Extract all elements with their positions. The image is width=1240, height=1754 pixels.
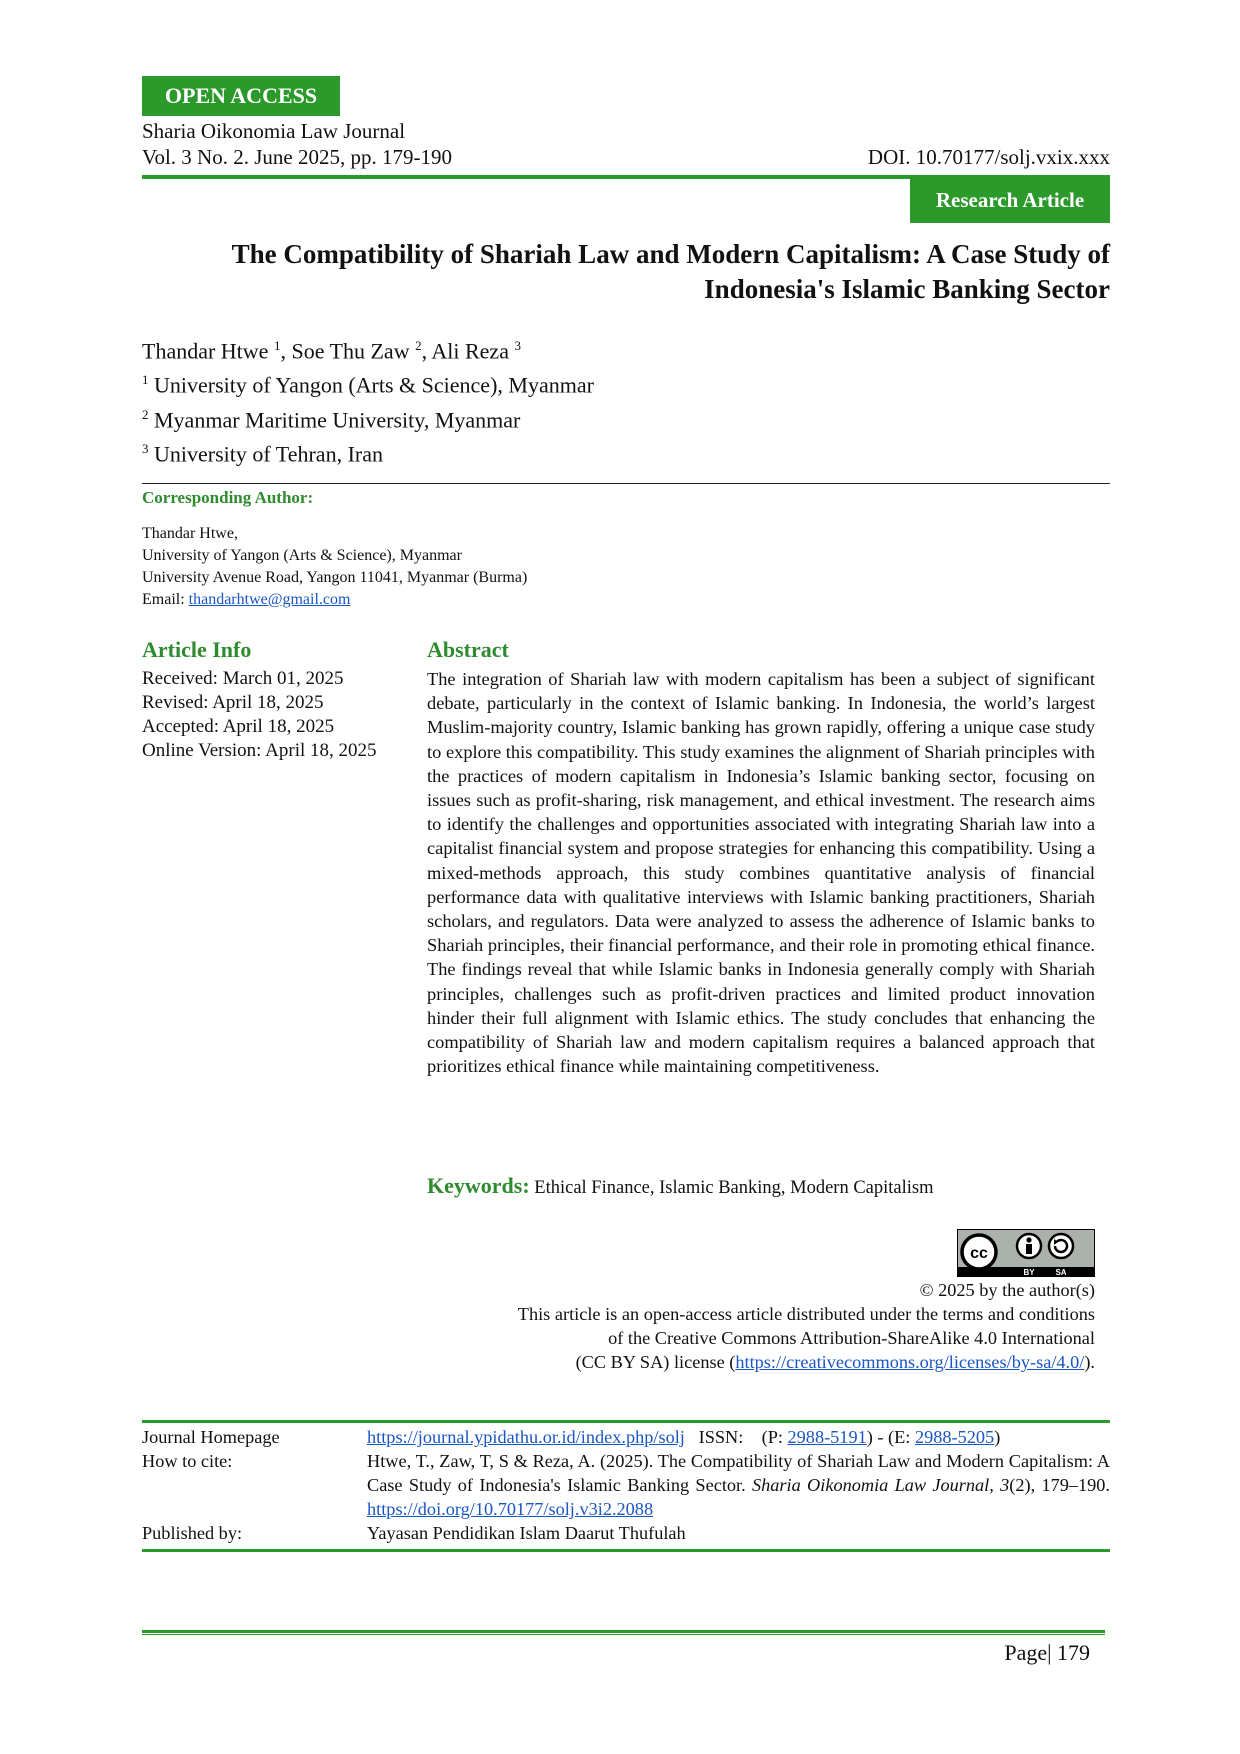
issn-end: ) (994, 1427, 1001, 1447)
corresponding-author-block (142, 523, 527, 611)
email-link[interactable]: thandarhtwe@gmail.com (188, 591, 351, 608)
homepage-label: Journal Homepage (142, 1427, 280, 1447)
corresponding-address: University Avenue Road, Yangon 11041, Myanmar (Burma) (142, 569, 528, 586)
online-date: Online Version: April 18, 2025 (142, 740, 377, 761)
title-line-2: Indonesia's Islamic Banking Sector (704, 274, 1110, 304)
affiliation-2-text: Myanmar Maritime University, Myanmar (148, 406, 521, 432)
author-3-sup: 3 (514, 338, 521, 353)
received-date: Received: March 01, 2025 (142, 668, 344, 689)
corresponding-name: Thandar Htwe, (142, 525, 238, 542)
author-2: , Soe Thu Zaw (280, 338, 416, 364)
corresponding-email-line (142, 589, 527, 611)
affiliation-2-sup: 2 (142, 406, 149, 422)
homepage-row (142, 1425, 1110, 1449)
section-divider (142, 483, 1110, 484)
affiliation-3-sup: 3 (142, 440, 149, 456)
issn-p-prefix: (P: (761, 1427, 788, 1447)
homepage-value (367, 1425, 1110, 1449)
publisher-value: Yayasan Pendidikan Islam Daarut Thufulah (367, 1523, 686, 1543)
issn-electronic-link[interactable]: 2988-5205 (914, 1427, 995, 1447)
license-line-3-pre: (CC BY SA) license ( (575, 1352, 736, 1372)
citation-issue: (2), 179–190. (1009, 1475, 1111, 1495)
keywords-label: Keywords: (427, 1173, 530, 1198)
publisher-label: Published by: (142, 1523, 243, 1543)
doi-header: DOI. 10.70177/solj.vxix.xxx (867, 145, 1110, 169)
citation-label: How to cite: (142, 1451, 233, 1471)
open-access-badge: OPEN ACCESS (142, 76, 340, 116)
page-footer-rule (142, 1630, 1105, 1633)
footer-info-table (142, 1425, 1110, 1545)
license-url-link[interactable]: https://creativecommons.org/licenses/by-sa/4.0/ (735, 1352, 1085, 1372)
page-number-value: 179 (1057, 1640, 1090, 1665)
abstract-text: The integration of Shariah law with modern capitalism has been a subject of significant debate, particularly in the context of Islamic banking. In Indonesia, the world’s largest Muslim-majority country, Islamic banking has grown rapidly, offering a unique case study to explore this compatibility. This study examines the alignment of Shariah principles with the practices of modern capitalism in Indonesia’s Islamic banking sector, focusing on issues such as profit-sharing, risk management, and ethical investment. The research aims to identify the challenges and opportunities associated with integrating Shariah law into a capitalist financial system and propose strategies for enhancing this compatibility. Using a mixed-methods approach, this study combines quantitative analysis of financial performance data with qualitative interviews with Islamic banking practitioners, Shariah scholars, and regulators. Data were analyzed to assess the adherence of Islamic banks to Shariah principles, their financial performance, and their role in promoting ethical finance. The findings reveal that while Islamic banks in Indonesia generally comply with Shariah principles, challenges such as profit-driven practices and limited product innovation hinder their full alignment with Islamic ethics. The study concludes that enhancing the compatibility of Shariah law and modern capitalism requires a balanced approach that prioritizes ethical finance while maintaining competitiveness. (427, 669, 1095, 1077)
volume-info: Vol. 3 No. 2. June 2025, pp. 179-190 (142, 145, 452, 169)
sa-share-icon (1049, 1234, 1073, 1258)
article-info-block (142, 667, 382, 763)
cc-glyph: cc (970, 1245, 988, 1262)
footer-divider-top (142, 1420, 1110, 1423)
author-2-sup: 2 (415, 338, 422, 353)
cc-by-sa-icon (957, 1229, 1095, 1277)
keywords-line (427, 1173, 934, 1199)
license-line-1: This article is an open-access article distributed under the terms and conditions (517, 1304, 1095, 1324)
revised-date: Revised: April 18, 2025 (142, 692, 324, 713)
affiliation-3 (142, 434, 594, 468)
corresponding-institution: University of Yangon (Arts & Science), Myanmar (142, 547, 462, 564)
sa-label: SA (1055, 1268, 1067, 1277)
keywords-text: Ethical Finance, Islamic Banking, Modern Capitalism (529, 1178, 934, 1198)
citation-doi-link[interactable]: https://doi.org/10.70177/solj.v3i2.2088 (367, 1499, 654, 1519)
author-3: , Ali Reza (421, 338, 515, 364)
article-info-heading: Article Info (142, 637, 252, 662)
issn-separator: ) - (E: (866, 1427, 915, 1447)
article-type-badge: Research Article (910, 177, 1110, 223)
page-number: Page| 179 (1004, 1640, 1090, 1665)
license-line-3-post: ). (1084, 1352, 1095, 1372)
page-label-text: Page (1004, 1640, 1048, 1665)
citation-text: Htwe, T., Zaw, T, S & Reza, A. (2025). The Compatibility of Shariah Law and Modern Capitalism: A Case Study of Indonesia's Islamic Banking Sector. (367, 1451, 1110, 1495)
title-line-1: The Compatibility of Shariah Law and Modern Capitalism: A Case Study of (231, 239, 1110, 269)
affiliation-1-text: University of Yangon (Arts & Science), Myanmar (148, 372, 594, 398)
abstract-heading: Abstract (427, 637, 509, 662)
page-footer-rule-thin (142, 1634, 1105, 1635)
citation-journal: Sharia Oikonomia Law Journal, 3 (752, 1475, 1010, 1495)
license-block (400, 1278, 1095, 1374)
footer-divider-bottom (142, 1549, 1110, 1552)
corresponding-author-label: Corresponding Author: (142, 488, 314, 507)
by-label: BY (1023, 1268, 1035, 1277)
citation-value (367, 1449, 1110, 1521)
author-block (142, 331, 594, 468)
article-title (142, 237, 1110, 307)
author-1-sup: 1 (273, 338, 281, 353)
publisher-row (142, 1521, 1110, 1545)
author-1: Thandar Htwe (142, 338, 274, 364)
accepted-date: Accepted: April 18, 2025 (142, 716, 335, 737)
issn-label: ISSN: (698, 1427, 744, 1447)
homepage-link[interactable]: https://journal.ypidathu.or.id/index.php/solj (367, 1427, 685, 1447)
author-list (142, 331, 594, 365)
citation-row (142, 1449, 1110, 1521)
copyright-line: © 2025 by the author(s) (919, 1280, 1095, 1300)
issn-print-link[interactable]: 2988-5191 (787, 1427, 867, 1447)
affiliation-1 (142, 365, 594, 399)
license-line-3 (400, 1350, 1095, 1374)
affiliation-1-sup: 1 (142, 372, 149, 388)
affiliation-3-text: University of Tehran, Iran (148, 441, 383, 467)
email-label: Email: (142, 591, 189, 608)
affiliation-2 (142, 400, 594, 434)
journal-name: Sharia Oikonomia Law Journal (142, 119, 406, 143)
license-line-2: of the Creative Commons Attribution-ShareAlike 4.0 International (608, 1328, 1095, 1348)
